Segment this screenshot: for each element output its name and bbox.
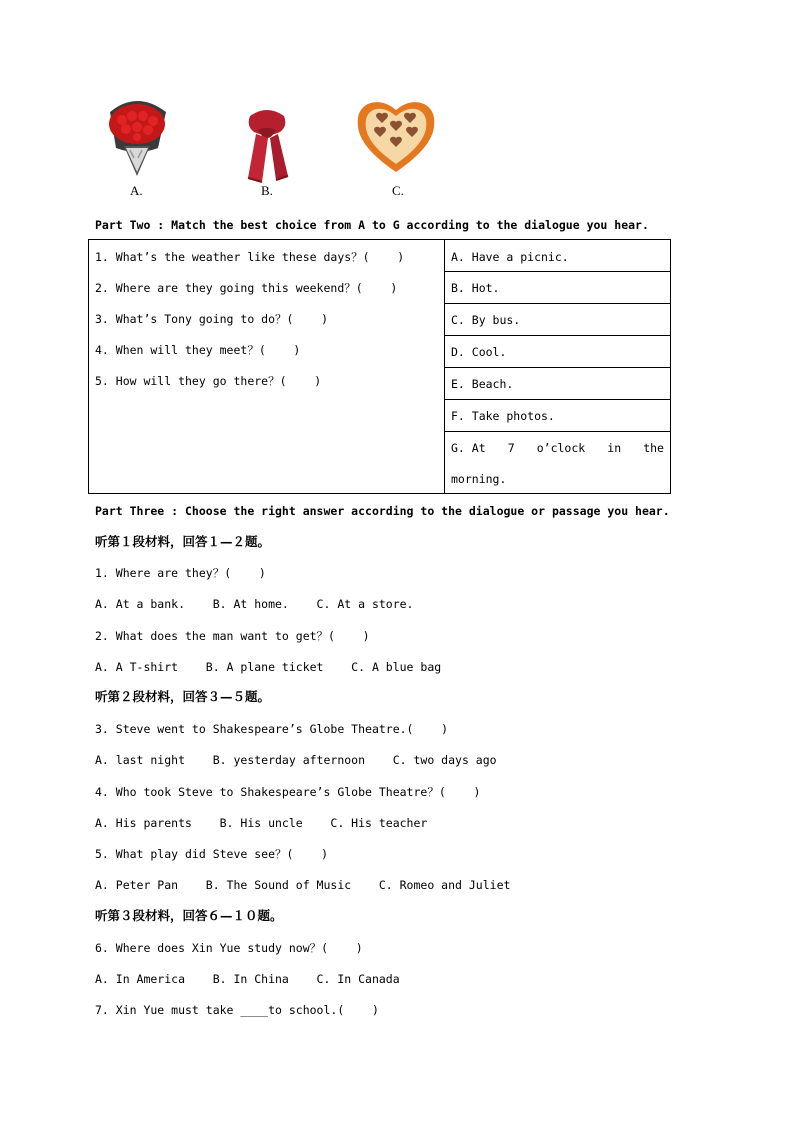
picture-a: [96, 92, 178, 178]
heart-chocolate-box-icon: [354, 94, 438, 176]
option-c-cell: [445, 304, 670, 336]
option-g-word: 7: [507, 441, 515, 455]
question-p3-4: 4. Who took Steve to Shakespeare’s Globe Theatre？( ): [95, 785, 481, 799]
question-p3-6-options: A. In America B. In China C. In Canada: [95, 972, 400, 986]
match-table: [88, 239, 671, 494]
option-g-word: in: [607, 441, 622, 455]
question-p3-5: 5. What play did Steve see？( ): [95, 847, 329, 861]
picture-c-label: C.: [392, 183, 404, 198]
question-p3-7: 7. Xin Yue must take ____to school.( ): [95, 1003, 379, 1017]
option-a: A. Have a picnic.: [451, 250, 569, 264]
option-b-cell: [445, 272, 670, 304]
option-f: F. Take photos.: [451, 409, 555, 423]
scarf-icon: [240, 104, 294, 184]
question-1: 1. What’s the weather like these days？( ): [95, 250, 405, 264]
option-d-cell: [445, 336, 670, 368]
question-p3-1-options: A. At a bank. B. At home. C. At a store.: [95, 597, 414, 611]
option-a-cell: [445, 240, 670, 272]
question-p3-5-options: A. Peter Pan B. The Sound of Music C. Romeo and Juliet: [95, 878, 511, 892]
rose-bouquet-icon: [96, 92, 178, 178]
option-g-word: the: [643, 441, 664, 455]
picture-b: [240, 104, 294, 184]
question-5: 5. How will they go there？( ): [95, 374, 322, 388]
question-p3-3: 3. Steve went to Shakespeare’s Globe Theatre.( ): [95, 722, 449, 736]
question-p3-2-options: A. A T-shirt B. A plane ticket C. A blue bag: [95, 660, 442, 674]
picture-a-label: A.: [130, 183, 143, 198]
questions-column: [89, 240, 445, 493]
option-g-cell: [445, 432, 670, 493]
question-4: 4. When will they meet？( ): [95, 343, 301, 357]
option-g-line2: morning.: [451, 472, 507, 486]
question-p3-3-options: A. last night B. yesterday afternoon C. two days ago: [95, 753, 497, 767]
question-3: 3. What’s Tony going to do？( ): [95, 312, 329, 326]
question-p3-1: 1. Where are they？( ): [95, 566, 266, 580]
section-1-heading: 听第１段材料，回答１—２题。: [95, 534, 271, 549]
question-p3-4-options: A. His parents B. His uncle C. His teacher: [95, 816, 428, 830]
option-b: B. Hot.: [451, 281, 500, 295]
question-2: 2. Where are they going this weekend？( ): [95, 281, 398, 295]
option-g-word: G. At: [451, 441, 486, 455]
option-g-word: o’clock: [536, 441, 586, 455]
part-two-heading: Part Two : Match the best choice from A to G according to the dialogue you hear.: [95, 218, 649, 232]
picture-c: [354, 94, 438, 176]
section-3-heading: 听第３段材料，回答６—１０题。: [95, 908, 283, 923]
option-f-cell: [445, 400, 670, 432]
picture-b-label: B.: [261, 183, 273, 198]
question-p3-6: 6. Where does Xin Yue study now？( ): [95, 941, 363, 955]
option-d: D. Cool.: [451, 345, 507, 359]
options-column: [445, 240, 670, 493]
option-e-cell: [445, 368, 670, 400]
question-p3-2: 2. What does the man want to get？( ): [95, 629, 370, 643]
option-g-line1: [451, 440, 664, 456]
part-three-heading: Part Three : Choose the right answer according to the dialogue or passage you hear.: [95, 504, 670, 518]
option-e: E. Beach.: [451, 377, 514, 391]
section-2-heading: 听第２段材料，回答３—５题。: [95, 689, 271, 704]
option-c: C. By bus.: [451, 313, 521, 327]
